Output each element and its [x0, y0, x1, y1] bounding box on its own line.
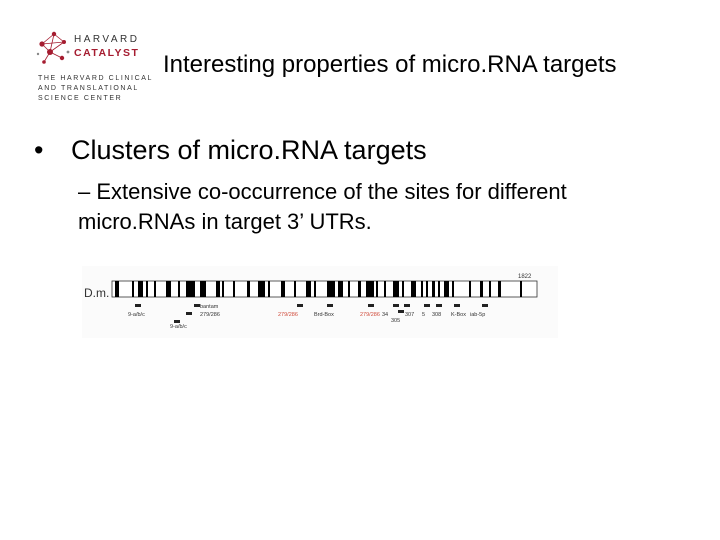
mirna-site-mark: [482, 304, 488, 307]
mirna-site-mark: [327, 304, 333, 307]
mirna-site-label: 9-a/b/c: [128, 312, 145, 318]
mirna-site-mark: [368, 304, 374, 307]
utr-sequence-band: [520, 281, 522, 297]
utr-sequence-band: [247, 281, 250, 297]
utr-site-diagram: [82, 266, 558, 338]
mirna-site-mark: [186, 312, 192, 315]
utr-sequence-band: [426, 281, 428, 297]
utr-sequence-band: [366, 281, 374, 297]
species-label: D.m.: [84, 286, 110, 300]
utr-sequence-band: [452, 281, 454, 297]
utr-sequence-band: [348, 281, 350, 297]
utr-sequence-band: [498, 281, 501, 297]
utr-sequence-band: [154, 281, 156, 297]
utr-diagram-svg: [82, 266, 558, 338]
mirna-site-mark: [424, 304, 430, 307]
utr-sequence-band: [480, 281, 483, 297]
utr-sequence-band: [306, 281, 311, 297]
mirna-site-mark: [174, 320, 180, 323]
utr-sequence-band: [438, 281, 440, 297]
mirna-site-mark: [398, 310, 404, 313]
mirna-site-label: bantam: [200, 304, 219, 310]
utr-bar-outline: [112, 281, 537, 297]
mirna-site-label: 279/286: [200, 312, 220, 318]
harvard-catalyst-logo: [36, 30, 153, 102]
utr-sequence-band: [327, 281, 335, 297]
mirna-site-mark: [404, 304, 410, 307]
utr-sequence-band: [258, 281, 265, 297]
logo-tagline: THE HARVARD CLINICAL AND TRANSLATIONAL SCIENCE CENTER: [38, 75, 153, 102]
bullet-level2-text: – Extensive co-occurrence of the sites for different micro.RNAs in target 3’ UTRs.: [78, 179, 567, 234]
utr-sequence-band: [421, 281, 423, 297]
utr-sequence-band: [166, 281, 171, 297]
mirna-site-label: 279/286: [360, 312, 380, 318]
utr-sequence-band: [489, 281, 491, 297]
mirna-site-label: 308: [432, 312, 442, 318]
mirna-site-label: 307: [405, 312, 415, 318]
mirna-site-label: 305: [391, 318, 401, 324]
mirna-site-mark: [454, 304, 460, 307]
logo-wordmark-harvard: HARVARD: [74, 34, 140, 45]
utr-sequence-band: [469, 281, 471, 297]
slide-title: Interesting properties of micro.RNA targets: [163, 51, 617, 78]
mirna-site-mark: [135, 304, 141, 307]
utr-sequence-band: [358, 281, 361, 297]
mirna-site-mark: [436, 304, 442, 307]
mirna-site-mark: [297, 304, 303, 307]
mirna-site-label: 9-a/b/c: [170, 324, 187, 330]
utr-sequence-band: [268, 281, 270, 297]
mirna-site-label: 279/286: [278, 312, 298, 318]
utr-sequence-band: [132, 281, 134, 297]
utr-sequence-band: [115, 281, 119, 297]
utr-sequence-band: [444, 281, 449, 297]
utr-sequence-band: [402, 281, 404, 297]
utr-sequence-band: [411, 281, 416, 297]
utr-sequence-band: [393, 281, 399, 297]
bullet-marker: •: [34, 135, 44, 165]
mirna-site-label: 34: [382, 312, 389, 318]
utr-sequence-band: [281, 281, 285, 297]
utr-sequence-band: [338, 281, 343, 297]
utr-sequence-band: [376, 281, 378, 297]
utr-sequence-band: [138, 281, 143, 297]
mirna-site-label: K-Box: [451, 312, 466, 318]
utr-sequence-band: [222, 281, 224, 297]
utr-sequence-band: [314, 281, 316, 297]
utr-sequence-band: [186, 281, 195, 297]
utr-sequence-band: [233, 281, 235, 297]
mirna-site-mark: [393, 304, 399, 307]
utr-sequence-band: [178, 281, 180, 297]
mirna-site-label: iab-5p: [470, 312, 486, 318]
utr-length-label: 1822: [518, 274, 532, 280]
mirna-site-label: 5: [422, 312, 426, 318]
utr-sequence-band: [384, 281, 386, 297]
utr-sequence-band: [432, 281, 435, 297]
utr-sequence-band: [146, 281, 148, 297]
utr-sequence-band: [294, 281, 296, 297]
utr-sequence-band: [216, 281, 220, 297]
bullet-level1-text: Clusters of micro.RNA targets: [71, 135, 427, 165]
mirna-site-label: Brd-Box: [314, 312, 334, 318]
utr-sequence-band: [200, 281, 206, 297]
network-logo-icon: [36, 30, 72, 66]
logo-wordmark-catalyst: CATALYST: [74, 47, 140, 59]
